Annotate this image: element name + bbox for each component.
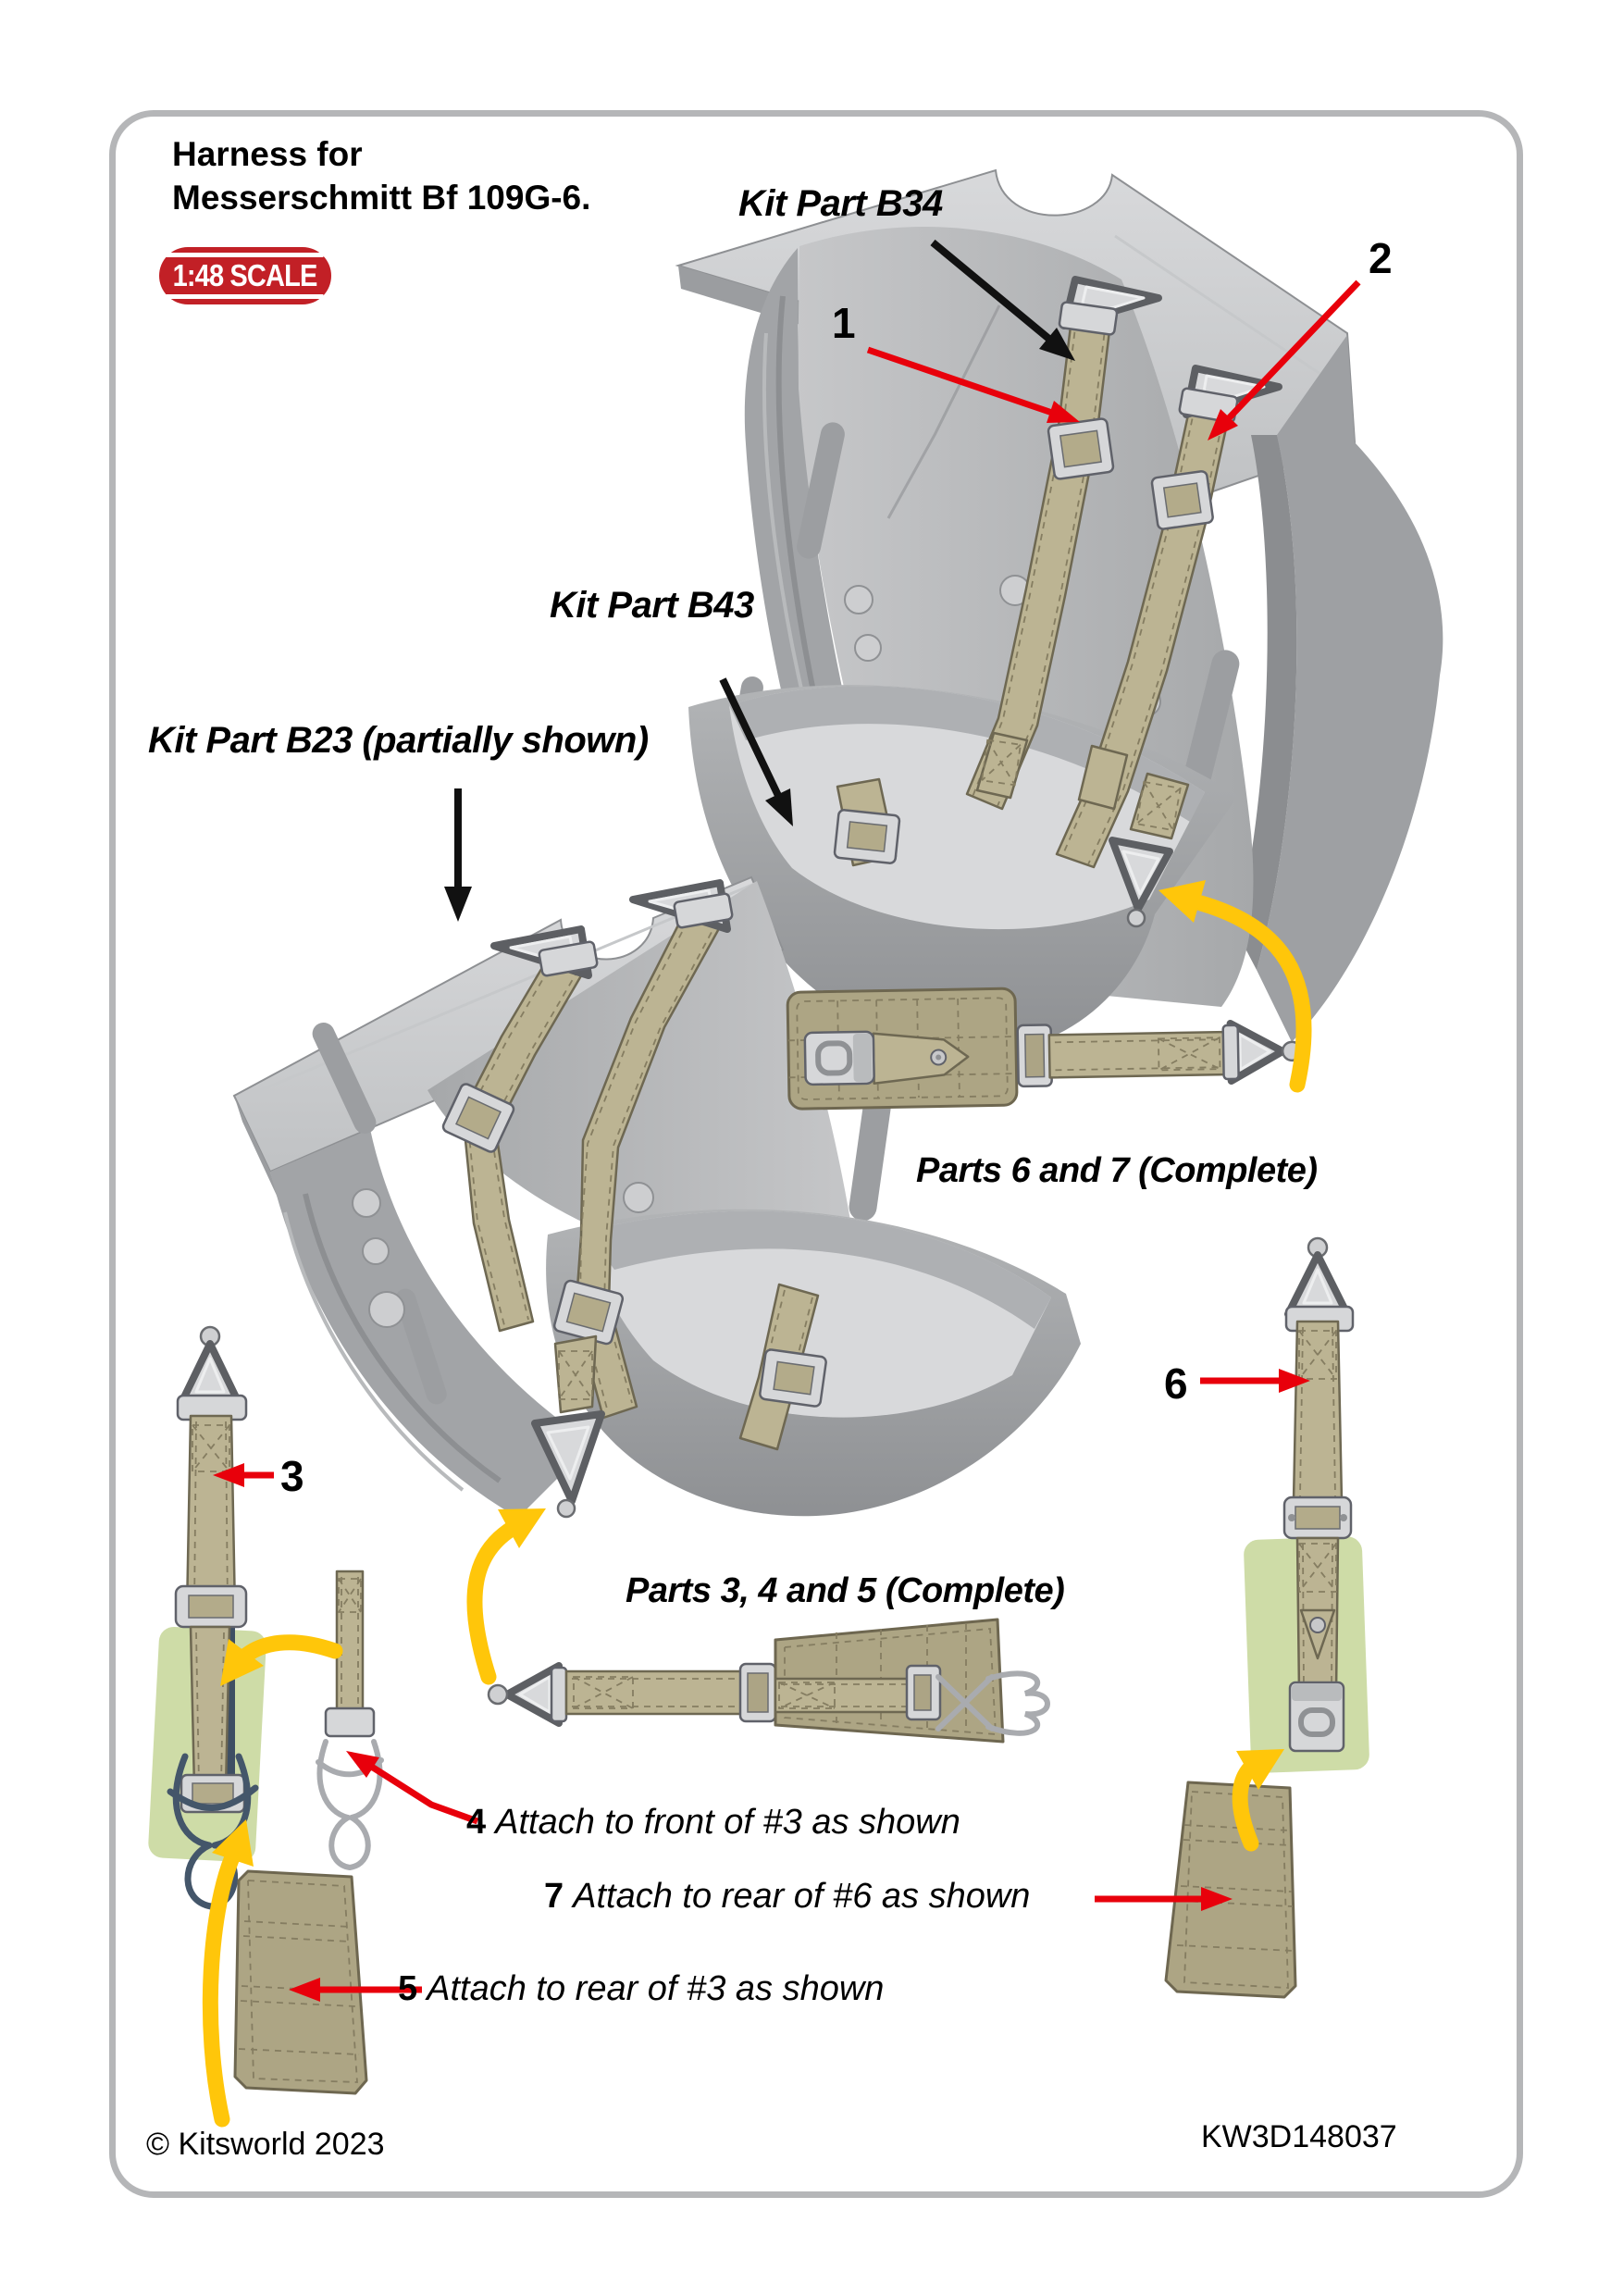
page-title — [172, 132, 590, 219]
belt-345-buckle-frame — [907, 1666, 940, 1719]
label-kit-part-b43: Kit Part B43 — [550, 585, 754, 626]
step-7-text: Attach to rear of #6 as shown — [573, 1877, 1031, 1916]
yellow-arrow-belt345-to-seat — [475, 1508, 546, 1677]
belt-345-slider — [740, 1664, 775, 1721]
step-5-number: 5 — [398, 1969, 418, 2008]
part-6-assembly — [1244, 1238, 1370, 1773]
step-4-text: Attach to front of #3 as shown — [495, 1803, 960, 1842]
parts-3-4-5-belt — [489, 1620, 1047, 1742]
belt-345-hanger — [489, 1666, 566, 1723]
title-line-1: Harness for — [172, 135, 363, 173]
copyright-text: © Kitsworld 2023 — [146, 2127, 385, 2162]
step-4-number: 4 — [466, 1803, 487, 1842]
label-kit-part-b23: Kit Part B23 (partially shown) — [148, 720, 649, 761]
label-parts-6-7: Parts 6 and 7 (Complete) — [916, 1151, 1318, 1190]
part-3-assembly — [148, 1327, 267, 1906]
label-kit-part-b34: Kit Part B34 — [738, 183, 943, 224]
callout-number-2: 2 — [1369, 234, 1393, 282]
part3-buckle — [176, 1586, 246, 1627]
part6-slider — [1284, 1497, 1351, 1538]
callout-number-6: 6 — [1164, 1359, 1188, 1408]
scale-badge — [159, 247, 331, 304]
part-7-pad — [1166, 1782, 1295, 1997]
step-7 — [544, 1877, 1030, 1917]
title-line-2: Messerschmitt Bf 109G-6. — [172, 179, 591, 217]
pan-buckle — [834, 810, 899, 864]
step-4 — [466, 1803, 960, 1843]
strapL2-hanger — [633, 883, 733, 929]
strap1-buckle — [1047, 418, 1113, 479]
strap2-buckle — [1151, 471, 1213, 530]
part6-hanger — [1286, 1238, 1353, 1331]
step-7-number: 7 — [544, 1877, 564, 1916]
part-5-pad — [235, 1871, 366, 2093]
step-5-text: Attach to rear of #3 as shown — [427, 1969, 885, 2008]
label-parts-3-4-5: Parts 3, 4 and 5 (Complete) — [626, 1571, 1065, 1610]
lap-belt-slider — [1018, 1024, 1052, 1086]
part-4-strap — [318, 1571, 381, 1868]
lap-belt-buckle — [805, 1032, 874, 1085]
red-arrow-6 — [1200, 1369, 1310, 1393]
scale-badge-text: 1:48 SCALE — [167, 253, 324, 299]
seat-assembly-top — [678, 170, 1443, 1053]
part3-hanger — [178, 1327, 246, 1420]
black-arrow-b23 — [444, 788, 472, 922]
product-code: KW3D148037 — [1201, 2119, 1397, 2154]
step-5 — [398, 1969, 884, 2009]
callout-number-1: 1 — [832, 299, 856, 347]
callout-number-3: 3 — [280, 1452, 304, 1500]
part6-buckle — [1290, 1682, 1344, 1751]
